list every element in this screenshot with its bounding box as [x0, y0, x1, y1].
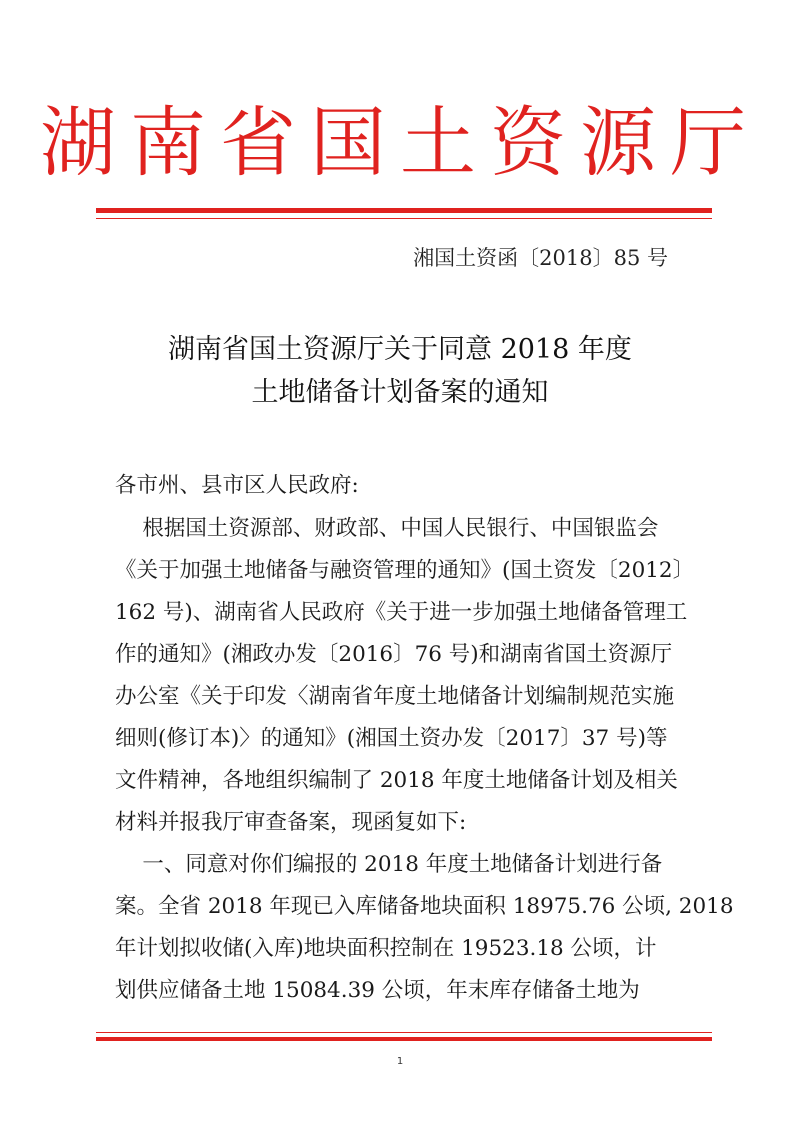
addressee: 各市州、县市区人民政府: — [115, 473, 359, 498]
document-number: 湘国土资函〔2018〕85 号 — [413, 246, 668, 270]
document-title-line-2: 土地储备计划备案的通知 — [251, 377, 549, 408]
header-red-rule-thin — [96, 218, 712, 219]
document-title-line-1: 湖南省国土资源厅关于同意 2018 年度 — [168, 334, 632, 365]
body-line-8: 材料并报我厅审查备案，现函复如下: — [115, 810, 467, 835]
body-line-4: 作的通知》(湘政办发〔2016〕76 号)和湖南省国土资源厅 — [115, 642, 673, 667]
body-line-1: 根据国土资源部、财政部、中国人民银行、中国银监会 — [115, 516, 659, 541]
issuing-authority-masthead: 湖南省国土资源厅 — [40, 98, 760, 187]
body-line-10: 案。全省 2018 年现已入库储备地块面积 18975.76 公顷, 2018 — [115, 894, 734, 919]
header-red-rule-thick — [96, 208, 712, 213]
body-line-11: 年计划拟收储(入库)地块面积控制在 19523.18 公顷，计 — [115, 936, 657, 961]
body-line-12: 划供应储备土地 15084.39 公顷，年末库存储备土地为 — [115, 978, 640, 1003]
footer-red-rule-thin — [96, 1032, 712, 1033]
page-number: 1 — [396, 1056, 404, 1067]
body-line-5: 办公室《关于印发〈湖南省年度土地储备计划编制规范实施 — [115, 684, 675, 709]
body-line-7: 文件精神，各地组织编制了 2018 年度土地储备计划及相关 — [115, 768, 678, 793]
footer-red-rule-thick — [96, 1037, 712, 1041]
body-line-6: 细则(修订本)〉的通知》(湘国土资办发〔2017〕37 号)等 — [115, 726, 668, 751]
body-line-2: 《关于加强土地储备与融资管理的通知》(国土资发〔2012〕 — [115, 558, 695, 583]
body-line-3: 162 号)、湖南省人民政府《关于进一步加强土地储备管理工 — [115, 600, 688, 625]
body-line-9: 一、同意对你们编报的 2018 年度土地储备计划进行备 — [115, 852, 663, 877]
